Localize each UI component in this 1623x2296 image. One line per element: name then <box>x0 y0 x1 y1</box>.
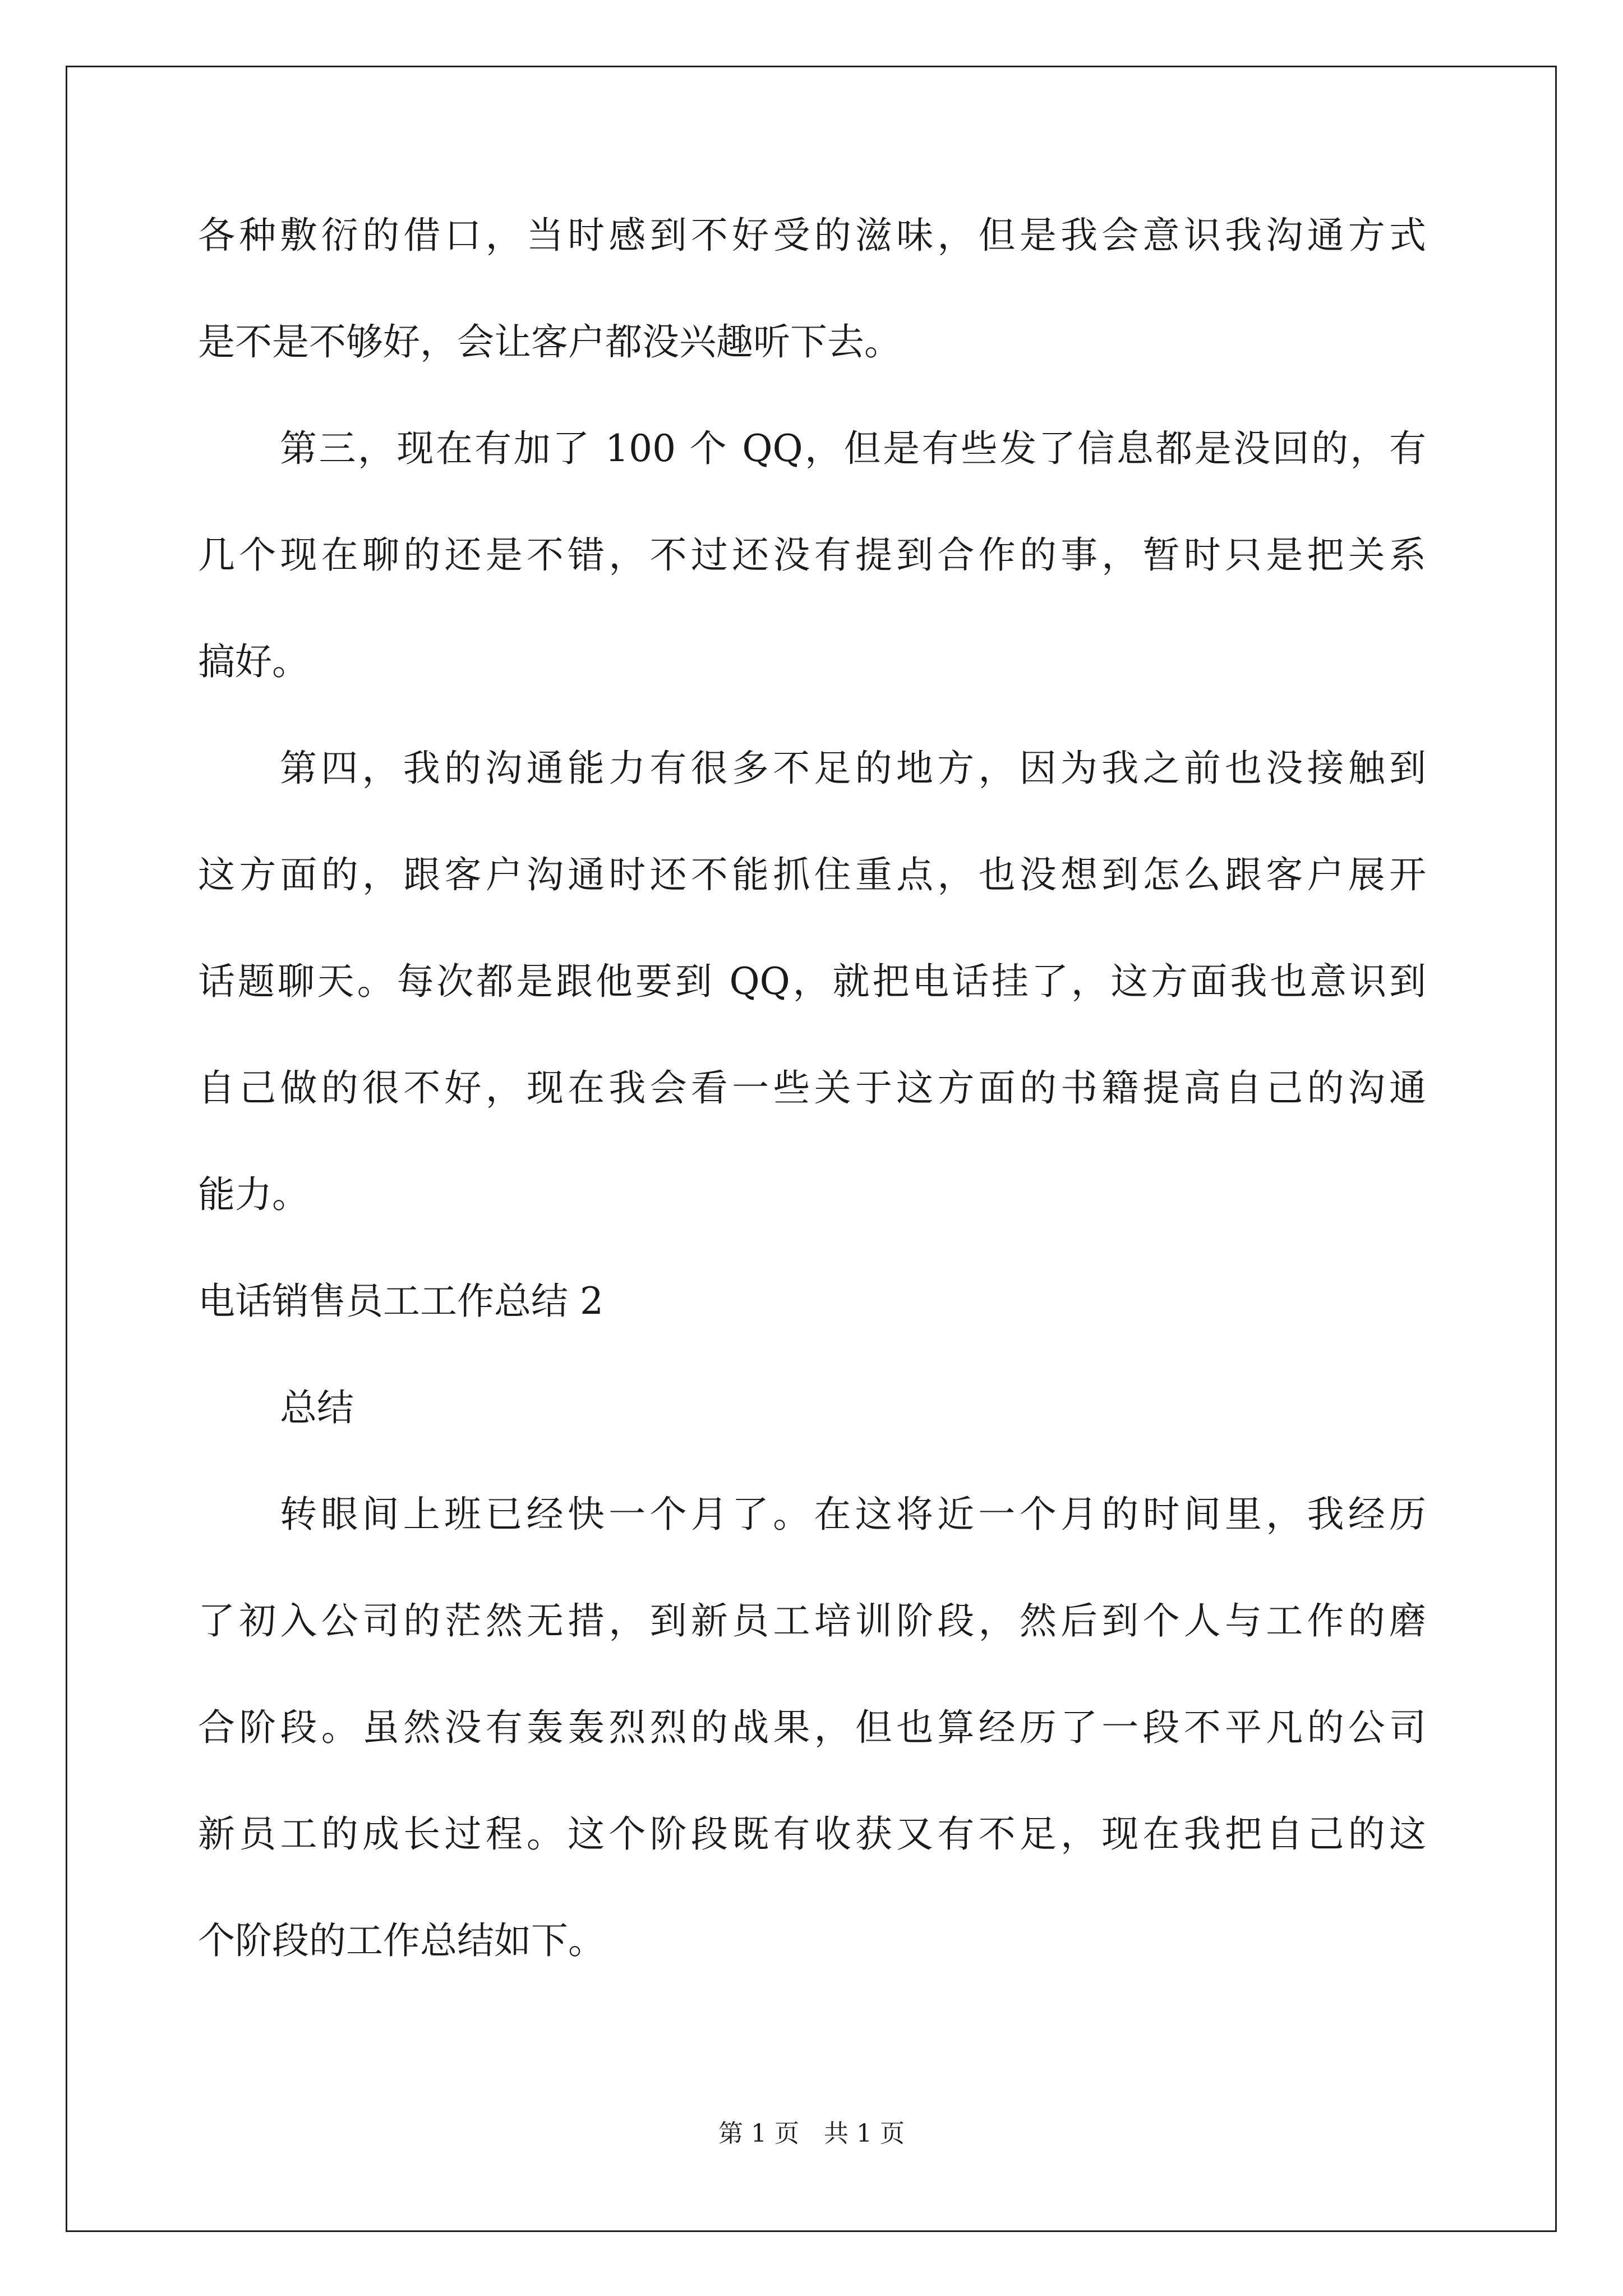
paragraph-line: 个阶段的工作总结如下。 <box>198 1919 605 1962</box>
page-footer: 第 1 页 共 1 页 <box>718 2119 905 2148</box>
paragraph-line: 这方面的，跟客户沟通时还不能抓住重点，也没想到怎么跟客户展开 <box>198 853 1426 896</box>
paragraph-line: 各种敷衍的借口，当时感到不好受的滋味，但是我会意识我沟通方式 <box>198 214 1426 257</box>
paragraph-line: 自己做的很不好，现在我会看一些关于这方面的书籍提高自己的沟通 <box>198 1066 1426 1110</box>
paragraph-line: 搞好。 <box>198 640 309 683</box>
paragraph-line: 合阶段。虽然没有轰轰烈烈的战果，但也算经历了一段不平凡的公司 <box>198 1706 1426 1749</box>
paragraph-line: 第四，我的沟通能力有很多不足的地方，因为我之前也没接触到 <box>280 747 1426 790</box>
paragraph-line: 几个现在聊的还是不错，不过还没有提到合作的事，暂时只是把关系 <box>198 533 1426 577</box>
section-subheading: 总结 <box>280 1386 354 1429</box>
paragraph-line: 新员工的成长过程。这个阶段既有收获又有不足，现在我把自己的这 <box>198 1812 1426 1856</box>
paragraph-line: 是不是不够好，会让客户都没兴趣听下去。 <box>198 320 901 364</box>
page-border <box>66 66 1557 2232</box>
paragraph-line: 第三，现在有加了 100 个 QQ，但是有些发了信息都是没回的，有 <box>280 427 1426 470</box>
paragraph-line: 话题聊天。每次都是跟他要到 QQ，就把电话挂了，这方面我也意识到 <box>198 960 1426 1003</box>
paragraph-line: 了初入公司的茫然无措，到新员工培训阶段，然后到个人与工作的磨 <box>198 1599 1426 1642</box>
section-heading: 电话销售员工工作总结 2 <box>198 1280 603 1323</box>
paragraph-line: 转眼间上班已经快一个月了。在这将近一个月的时间里，我经历 <box>280 1493 1426 1536</box>
paragraph-line: 能力。 <box>198 1173 309 1216</box>
